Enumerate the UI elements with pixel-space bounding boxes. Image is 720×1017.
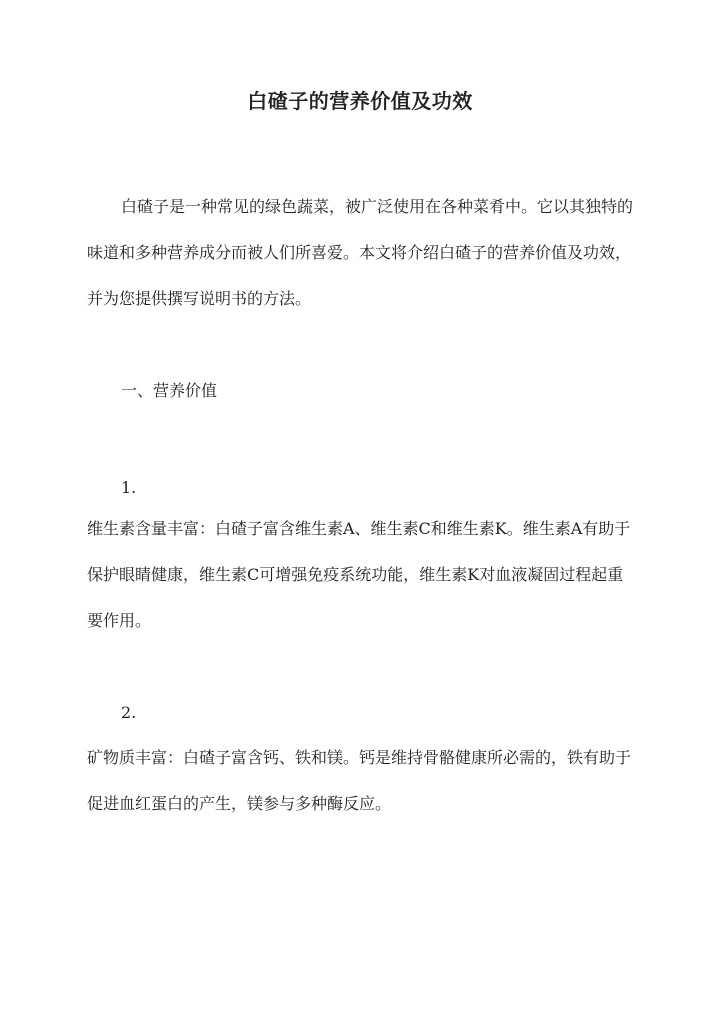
- item-number-1: 1.: [121, 478, 137, 497]
- item-number-2: 2.: [121, 703, 137, 722]
- item-text-1: 维生素含量丰富：白碴子富含维生素A、维生素C和维生素K。维生素A有助于保护眼睛健康，维生素C可增强免疫系统功能，维生素K对血液凝固过程起重要作用。: [87, 519, 631, 630]
- section-heading: 一、营养价值: [121, 381, 218, 400]
- intro-paragraph: 白碴子是一种常见的绿色蔬菜，被广泛使用在各种菜肴中。它以其独特的味道和多种营养成分而被人们所喜爱。本文将介绍白碴子的营养价值及功效，并为您提供撰写说明书的方法。: [87, 197, 634, 308]
- item-text-2: 矿物质丰富：白碴子富含钙、铁和镁。钙是维持骨骼健康所必需的，铁有助于促进血红蛋白的产生，镁参与多种酶反应。: [87, 748, 632, 813]
- document-title: 白碴子的营养价值及功效: [247, 89, 473, 113]
